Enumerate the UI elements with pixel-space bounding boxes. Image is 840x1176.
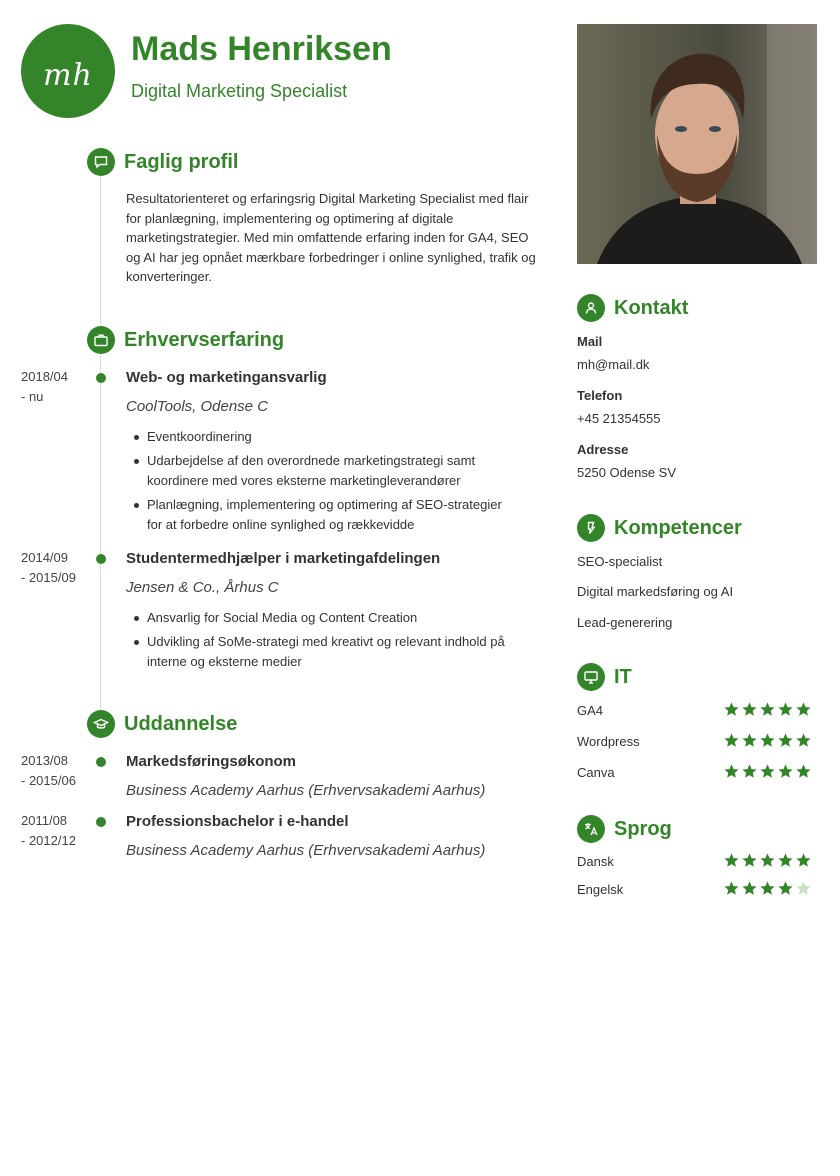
edu-date-from: 2013/08	[21, 753, 68, 768]
star-filled-icon	[741, 763, 758, 780]
job-bullet: Eventkoordinering	[126, 427, 516, 447]
star-filled-icon	[723, 763, 740, 780]
job-date-from: 2018/04	[21, 369, 68, 384]
timeline-dot	[96, 373, 106, 383]
star-filled-icon	[759, 763, 776, 780]
translate-icon	[577, 815, 605, 843]
job-date-to: - nu	[21, 389, 44, 404]
star-filled-icon	[741, 880, 758, 897]
briefcase-icon	[87, 326, 115, 354]
education-heading: Uddannelse	[124, 713, 238, 735]
star-filled-icon	[723, 732, 740, 749]
star-filled-icon	[723, 701, 740, 718]
edu-school: Business Academy Aarhus (Erhvervsakademi Aarhus)	[126, 842, 486, 859]
job-date-to: - 2015/09	[21, 570, 76, 585]
job-bullet: Udarbejdelse af den overordnede marketingstrategi samt koordinere med vores eksterne marketingleverandører	[126, 451, 516, 491]
competence-item: Digital markedsføring og AI	[577, 584, 734, 599]
contact-heading: Kontakt	[614, 297, 689, 319]
star-empty-icon	[795, 880, 812, 897]
job-bullet: Ansvarlig for Social Media og Content Creation	[126, 608, 506, 628]
star-rating	[723, 880, 812, 897]
job-bullets	[126, 608, 506, 676]
profile-heading: Faglig profil	[124, 151, 239, 173]
star-filled-icon	[777, 701, 794, 718]
star-filled-icon	[777, 880, 794, 897]
job-company: CoolTools, Odense C	[126, 398, 269, 415]
star-filled-icon	[759, 880, 776, 897]
graduation-cap-icon	[87, 710, 115, 738]
star-filled-icon	[741, 732, 758, 749]
person-name: Mads Henriksen	[131, 30, 392, 68]
job-title: Studentermedhjælper i marketingafdelingen	[126, 550, 441, 567]
edu-date-to: - 2012/12	[21, 833, 76, 848]
timeline-dot	[96, 757, 106, 767]
person-title: Digital Marketing Specialist	[131, 81, 348, 101]
competence-item: SEO-specialist	[577, 554, 663, 569]
star-filled-icon	[759, 701, 776, 718]
edu-title: Professionsbachelor i e-handel	[126, 813, 349, 830]
edu-date-from: 2011/08	[21, 813, 68, 828]
star-rating	[723, 763, 812, 780]
edu-school: Business Academy Aarhus (Erhvervsakademi Aarhus)	[126, 782, 486, 799]
phone-value[interactable]: +45 21354555	[577, 411, 661, 426]
mail-label: Mail	[577, 334, 603, 349]
competence-item: Lead-generering	[577, 615, 673, 630]
star-filled-icon	[795, 701, 812, 718]
profile-photo	[577, 24, 817, 264]
it-heading: IT	[614, 666, 632, 688]
star-filled-icon	[759, 732, 776, 749]
monogram-text: mh	[43, 57, 93, 93]
job-bullets	[126, 427, 516, 539]
star-filled-icon	[777, 732, 794, 749]
address-value: 5250 Odense SV	[577, 465, 677, 480]
experience-heading: Erhvervserfaring	[124, 329, 285, 351]
competences-heading: Kompetencer	[614, 517, 742, 539]
star-filled-icon	[795, 852, 812, 869]
timeline-line	[100, 165, 101, 725]
job-date	[21, 367, 68, 407]
star-filled-icon	[741, 852, 758, 869]
job-date	[21, 548, 76, 588]
star-filled-icon	[795, 763, 812, 780]
star-filled-icon	[777, 852, 794, 869]
job-date-from: 2014/09	[21, 550, 68, 565]
address-label: Adresse	[577, 442, 629, 457]
mail-value[interactable]: mh@mail.dk	[577, 357, 650, 372]
person-icon	[577, 294, 605, 322]
star-rating	[723, 701, 812, 718]
star-filled-icon	[777, 763, 794, 780]
it-skill-name: GA4	[577, 703, 604, 718]
language-name: Engelsk	[577, 882, 624, 897]
edu-date-to: - 2015/06	[21, 773, 76, 788]
phone-label: Telefon	[577, 388, 623, 403]
star-filled-icon	[723, 880, 740, 897]
language-name: Dansk	[577, 854, 614, 869]
star-filled-icon	[723, 852, 740, 869]
monitor-icon	[577, 663, 605, 691]
timeline-dot	[96, 817, 106, 827]
job-title: Web- og marketingansvarlig	[126, 369, 327, 386]
star-filled-icon	[741, 701, 758, 718]
languages-heading: Sprog	[614, 818, 672, 840]
star-rating	[723, 732, 812, 749]
edu-date	[21, 811, 76, 851]
speech-bubble-icon	[87, 148, 115, 176]
timeline-dot	[96, 554, 106, 564]
job-bullet: Udvikling af SoMe-strategi med kreativt og relevant indhold på interne og eksterne medier	[126, 632, 506, 672]
lightbulb-icon	[577, 514, 605, 542]
profile-text: Resultatorienteret og erfaringsrig Digital Marketing Specialist med flair for planlægning, implementering og optimering af digitale marketingstrategier. Med min omfattende erfaring inden for GA4, SEO og AI har jeg opnået mærkbare forbedringer i online synlighed, trafik og konverteringer.	[126, 191, 536, 284]
it-skill-name: Wordpress	[577, 734, 640, 749]
star-filled-icon	[759, 852, 776, 869]
monogram-logo	[21, 24, 115, 118]
job-bullet: Planlægning, implementering og optimering af SEO-strategier for at forbedre online synlighed og rækkevidde	[126, 495, 516, 535]
star-rating	[723, 852, 812, 869]
job-company: Jensen & Co., Århus C	[126, 579, 279, 596]
edu-title: Markedsføringsøkonom	[126, 753, 297, 770]
edu-date	[21, 751, 76, 791]
it-skill-name: Canva	[577, 765, 615, 780]
star-filled-icon	[795, 732, 812, 749]
